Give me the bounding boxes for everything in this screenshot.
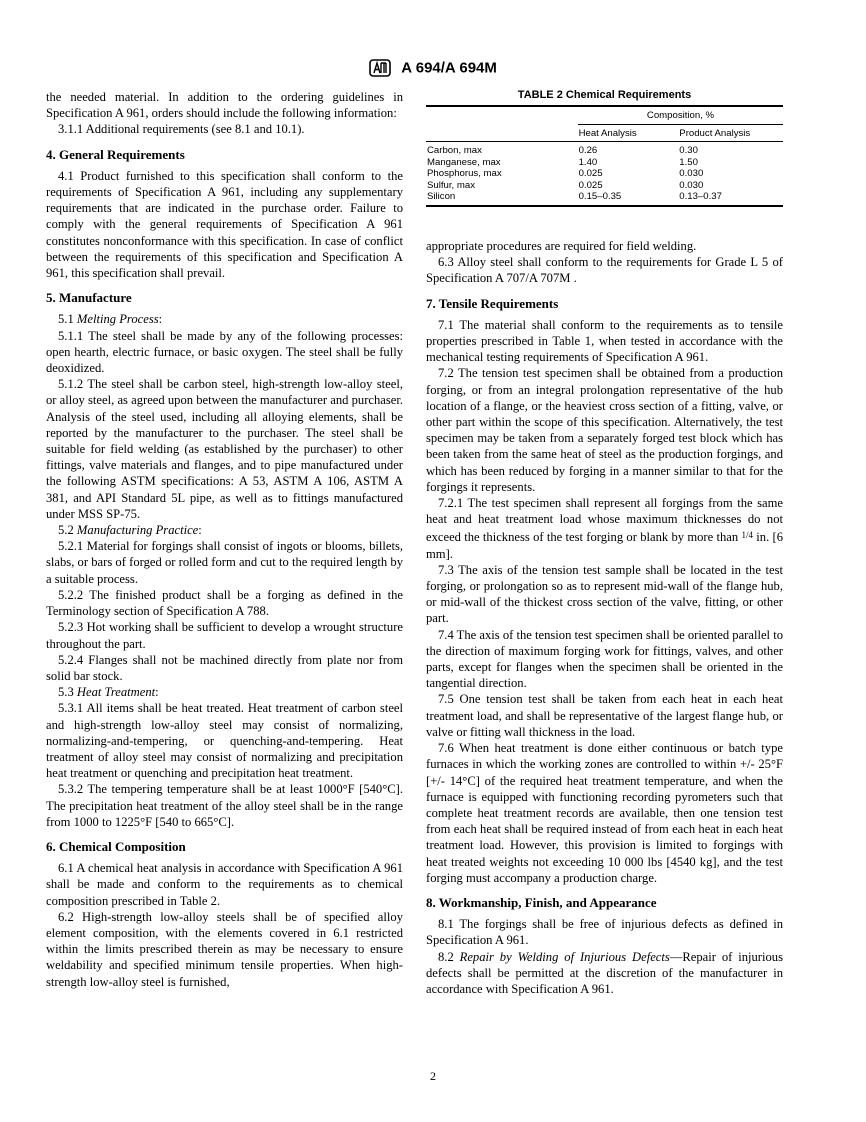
paragraph-7-5: 7.5 One tension test shall be taken from each heat in each heat treatment load, and shall be representative of the largest flange hub, or valve or fitting wall thickness in the load. xyxy=(426,692,783,739)
paragraph-5-1-1: 5.1.1 The steel shall be made by any of the following processes: open hearth, electric furnace, or basic oxygen. The steel shall be fully deoxidized. xyxy=(46,328,403,376)
paragraph-3-1-1: 3.1.1 Additional requirements (see 8.1 and 10.1). xyxy=(58,122,305,137)
right-column xyxy=(426,238,783,997)
table-row: Sulfur, max 0.025 0.030 xyxy=(427,179,704,191)
paragraph-5-2-2: 5.2.2 The finished product shall be a forging as defined in the Terminology section of Specification A 788. xyxy=(46,587,403,619)
section-8-heading: 8. Workmanship, Finish, and Appearance xyxy=(426,894,657,910)
paragraph-7-1: 7.1 The material shall conform to the requirements as to tensile properties prescribed in Table 1, when tested in accordance with the mechanical testing requirements of Specification A 961. xyxy=(426,317,783,365)
astm-logo-icon xyxy=(369,58,391,78)
section-6-heading: 6. Chemical Composition xyxy=(46,838,186,854)
paragraph-5-2-4: 5.2.4 Flanges shall not be machined directly from plate nor from solid bar stock. xyxy=(46,652,403,683)
paragraph-7-2-1: 7.2.1 The test specimen shall represent all forgings from the same heat and heat treatment load whose maximum thicknesses do not exceed the thickness of the test forging or blank by more than $^{1/4}$ in. [6 mm]. xyxy=(426,496,784,561)
paragraph-7-6: 7.6 When heat treatment is done either continuous or batch type furnaces in which the working zones are controlled to within +/- 25°F [+/- 14°C] of the required heat treatment temperature, and when the furnace is equipped with functioning recording pyrometers such that complete heat treatment records are available, then one tension test from each heat shall be required instead of from each heat in each heat treatment load. However, this provision is limited to forgings with heat treated weights not exceeding 10 000 lbs [4540 kg], and the test forging must accompany a production charge. xyxy=(426,741,783,885)
paragraph-5-3-2: 5.3.2 The tempering temperature shall be at least 1000°F [540°C]. The precipitation heat treatment of the alloy steel shall be in the range from 1000 to 1225°F [540 to 665°C]. xyxy=(46,782,403,829)
page-header xyxy=(0,58,866,78)
fraction-quarter: 1/4 xyxy=(741,530,753,541)
paragraph-6-1: 6.1 A chemical heat analysis in accordance with Specification A 961 shall be made and conform to the requirements as to chemical composition prescribed in Table 2. xyxy=(46,861,403,908)
paragraph-5-2-1: 5.2.1 Material for forgings shall consist of ingots or blooms, billets, slabs, or bars of forged or rolled form and cut to the required length by a suitable process. xyxy=(46,539,403,586)
paragraph-5-2: 5.2 Manufacturing Practice: xyxy=(58,523,202,538)
paragraph-5-3: 5.3 Heat Treatment: xyxy=(58,685,159,700)
paragraph-5-1: 5.1 Melting Process: xyxy=(58,312,163,327)
section-4-heading: 4. General Requirements xyxy=(46,146,185,162)
section-7-heading: 7. Tensile Requirements xyxy=(426,295,559,311)
product-analysis-header: Product Analysis xyxy=(679,127,751,139)
paragraph-7-3: 7.3 The axis of the tension test sample shall be located in the test forging, or prolongation so as to represent mid-wall of the flange hub, or mid-wall of the thickest cross section of the valve, fitting, or other part. xyxy=(426,562,783,626)
table-row: Carbon, max 0.26 0.30 xyxy=(427,145,698,156)
paragraph-3-1-continued: the needed material. In addition to the ordering guidelines in Specification A 961, orders should include the following information: xyxy=(46,90,403,121)
table-2-chemical-requirements xyxy=(426,89,783,207)
table-column-headers xyxy=(426,125,783,141)
composition-header: Composition, % xyxy=(578,107,783,125)
section-5-heading: 5. Manufacture xyxy=(46,290,132,306)
table-row: Silicon 0.15–0.35 0.13–0.37 xyxy=(427,191,722,202)
paragraph-7-4: 7.4 The axis of the tension test specimen shall be oriented parallel to the direction of maximum forging work for fittings, valves, and other parts, except for flanges when the specimen shall be oriented in the tangential direction. xyxy=(426,627,783,691)
left-column xyxy=(46,89,403,990)
paragraph-6-3: 6.3 Alloy steel shall conform to the requirements for Grade L 5 of Specification A 707/A 707M . xyxy=(426,255,783,286)
paragraph-7-2: 7.2 The tension test specimen shall be obtained from a production forging, or from an integral prolongation representative of the hub location of a flange, or the heaviest cross section of a fitting, valve, or other part within the scope of this specification. Alternatively, the test specimen may be taken from a separately forged test block which has been taken from the same heat of steel as the production forgings, and which has been reduced by forging in a manner similar to that for the forgings it represents. xyxy=(426,366,783,494)
paragraph-8-2: 8.2 Repair by Welding of Injurious Defects—Repair of injurious defects shall be permitted at the discretion of the manufacturer in accordance with Specification A 961. xyxy=(426,949,783,996)
paragraph-5-2-3: 5.2.3 Hot working shall be sufficient to develop a wrought structure throughout the part. xyxy=(46,620,403,651)
table-body xyxy=(426,142,783,205)
paragraph-5-3-1: 5.3.1 All items shall be heat treated. Heat treatment of carbon steel and high-strength low-alloy steel may consist of normalizing, normalizing-and-tempering, or quenching-and-tempering. Heat treatment of alloy steel may consist of normalizing and precipitation heat treatment or quenching and precipitation heat treatment. xyxy=(46,701,403,781)
table-bottom-rule xyxy=(426,205,783,207)
paragraph-4-1: 4.1 Product furnished to this specification shall conform to the requirements of Specification A 961, including any supplementary requirements that are indicated in the purchase order. Failure to comply with the general requirements of Specification A 961 constitutes nonconformance with this specification. In case of conflict between the requirements of this specification and Specification A 961, this specification shall prevail. xyxy=(46,168,403,281)
table-row: Manganese, max 1.40 1.50 xyxy=(427,156,698,168)
page-number: 2 xyxy=(430,1069,436,1083)
standard-designation: A 694/A 694M xyxy=(401,59,497,77)
paragraph-5-1-2: 5.1.2 The steel shall be carbon steel, high-strength low-alloy steel, or alloy steel, as agreed upon between the manufacturer and purchaser. Analysis of the steel used, including all alloying elements, shall be reported by the manufacturer to the purchaser. The steel shall be suitable for field welding (as established by the purchaser) to other fittings, valve materials and flanges, and to pipe manufactured under the following ASTM specifications: A 53, ASTM A 106, ASTM A 381, and API Standard 5L pipe, as well as to fittings manufactured under MSS SP-75. xyxy=(46,377,403,521)
paragraph-6-2: 6.2 High-strength low-alloy steels shall be of specified alloy element composition, with the elements covered in 6.1 restricted within the limits prescribed therein as may be necessary to ensure weldability and specified minimum tensile properties. When high-strength low-alloy steel is furnished, xyxy=(46,909,403,989)
paragraph-6-2-continued: appropriate procedures are required for field welding. xyxy=(426,239,697,253)
table-row: Phosphorus, max 0.025 0.030 xyxy=(427,168,704,179)
heat-analysis-header: Heat Analysis xyxy=(578,127,637,139)
table-title: TABLE 2 Chemical Requirements xyxy=(517,89,692,101)
paragraph-8-1: 8.1 The forgings shall be free of injurious defects as defined in Specification A 961. xyxy=(426,917,783,948)
